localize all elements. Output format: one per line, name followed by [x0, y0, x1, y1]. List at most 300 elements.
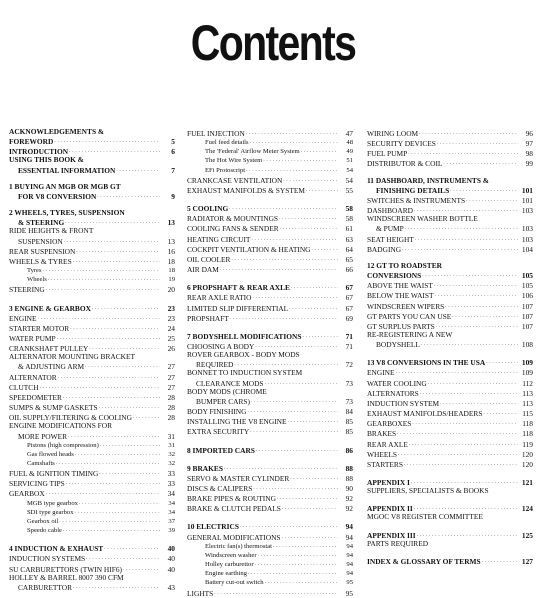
leader-dots — [68, 431, 160, 441]
toc-entry-title: 5 COOLING — [187, 204, 229, 214]
toc-entry[interactable] — [187, 213, 353, 223]
toc-entry[interactable] — [367, 290, 533, 300]
toc-entry-page-number: 7 — [171, 165, 175, 175]
toc-entry-page-number: 104 — [521, 244, 533, 254]
toc-entry[interactable] — [187, 503, 353, 513]
toc-entry[interactable] — [9, 468, 175, 478]
toc-entry-page-number: 23 — [167, 303, 175, 313]
toc-entry-page-number: 109 — [521, 358, 533, 368]
toc-entry-page-number: 43 — [167, 582, 175, 592]
toc-entry-page-number: 106 — [521, 291, 533, 301]
toc-entry-title: REAR AXLE RATIO — [187, 293, 252, 303]
toc-entry-title: & STEERING — [18, 218, 65, 228]
toc-entry[interactable] — [367, 148, 533, 158]
toc-entry[interactable] — [187, 406, 353, 416]
leader-dots — [76, 246, 160, 256]
leader-dots — [397, 428, 518, 438]
toc-entry[interactable] — [9, 422, 175, 430]
toc-entry[interactable] — [187, 147, 353, 156]
toc-entry-title: DISTRIBUTOR & COIL — [367, 159, 443, 169]
toc-entry-page-number: 20 — [167, 285, 175, 295]
leader-dots — [273, 542, 338, 551]
toc-entry-title: Electric fan(s) thermostat — [205, 542, 273, 550]
toc-entry[interactable] — [367, 378, 533, 388]
toc-entry-title: 7 BODYSHELL MODIFICATIONS — [187, 331, 302, 341]
toc-entry-title: WATER COOLING — [367, 378, 427, 388]
toc-entry[interactable] — [9, 353, 175, 361]
toc-entry-title: AIR DAM — [187, 265, 219, 275]
toc-entry[interactable] — [187, 313, 353, 323]
toc-entry[interactable] — [9, 275, 175, 284]
toc-entry-page-number: 96 — [525, 129, 533, 138]
toc-entry-page-number: 88 — [345, 463, 353, 473]
leader-dots — [246, 128, 338, 138]
toc-entry[interactable] — [367, 177, 533, 185]
toc-entry[interactable] — [187, 175, 353, 185]
toc-entry-title: ALTERNATORS — [367, 388, 419, 398]
toc-entry[interactable] — [187, 203, 353, 213]
leader-dots — [220, 264, 338, 274]
toc-entry-page-number: 37 — [168, 517, 175, 525]
section-gap — [187, 274, 353, 282]
toc-entry[interactable] — [9, 323, 175, 333]
toc-entry[interactable] — [367, 301, 533, 311]
toc-entry-title: BODYSHELL — [376, 340, 420, 350]
toc-entry-title: Holley carburettor — [205, 561, 254, 569]
toc-entry-page-number: 31 — [167, 431, 175, 441]
toc-entry-page-number: 99 — [525, 159, 533, 169]
toc-entry-title: FOREWORD — [9, 137, 54, 147]
toc-entry-page-number: 67 — [345, 303, 353, 313]
toc-entry[interactable] — [367, 262, 533, 270]
toc-entry-page-number: 28 — [167, 403, 175, 413]
leader-dots — [40, 382, 160, 392]
toc-entry[interactable] — [187, 303, 353, 313]
toc-entry-page-number: 105 — [521, 271, 533, 281]
toc-entry[interactable] — [187, 254, 353, 264]
toc-entry[interactable] — [9, 543, 175, 553]
toc-entry-page-number: 67 — [345, 283, 353, 293]
toc-entry[interactable] — [9, 246, 175, 256]
section-gap — [9, 295, 175, 303]
toc-entry-title: SDI type gearbox — [27, 508, 74, 516]
toc-entry-page-number: 24 — [167, 323, 175, 333]
toc-entry[interactable] — [187, 292, 353, 302]
toc-entry[interactable] — [367, 234, 533, 244]
leader-dots — [240, 521, 338, 531]
toc-entry[interactable] — [367, 128, 533, 138]
toc-entry[interactable] — [9, 441, 175, 450]
toc-entry-title: SPEEDOMETER — [9, 392, 62, 402]
toc-entry[interactable] — [187, 166, 353, 175]
toc-entry-page-number: 85 — [345, 417, 353, 427]
leader-dots — [46, 488, 160, 498]
leader-dots — [265, 378, 338, 388]
toc-entry-page-number: 107 — [521, 321, 533, 331]
toc-entry-title: 11 DASHBOARD, INSTRUMENTS & — [367, 175, 489, 185]
toc-entry-title: ABOVE THE WAIST — [367, 281, 433, 291]
toc-entry[interactable] — [9, 136, 175, 146]
toc-entry[interactable] — [367, 270, 533, 280]
toc-entry[interactable] — [187, 156, 353, 165]
toc-entry[interactable] — [367, 439, 533, 449]
leader-dots — [64, 236, 160, 246]
toc-entry-page-number: 33 — [167, 469, 175, 479]
toc-entry[interactable] — [9, 574, 175, 582]
toc-entry[interactable] — [187, 234, 353, 244]
toc-entry[interactable] — [187, 532, 353, 542]
toc-entry[interactable] — [367, 513, 533, 521]
toc-entry-title: FINISHING DETAILS — [376, 185, 450, 195]
leader-dots — [443, 158, 518, 168]
toc-entry[interactable] — [187, 351, 353, 359]
toc-entry-title: SEAT HEIGHT — [367, 234, 414, 244]
toc-entry-title: ALTERNATOR — [9, 372, 57, 382]
toc-entry-title: INDUCTION SYSTEM — [367, 398, 440, 408]
toc-entry-title: STARTERS — [367, 459, 403, 469]
toc-entry-title: WIRING LOOM — [367, 129, 419, 138]
toc-entry[interactable] — [187, 578, 353, 587]
toc-entry-title: 10 ELECTRICS — [187, 522, 239, 532]
leader-dots — [435, 290, 518, 300]
toc-entry-page-number: 33 — [167, 479, 175, 489]
toc-entry-title: REAR SUSPENSION — [9, 246, 76, 256]
toc-entry[interactable] — [9, 227, 175, 235]
toc-entry[interactable] — [367, 357, 533, 367]
toc-entry-page-number: 94 — [346, 570, 353, 578]
toc-entry-page-number: 127 — [521, 556, 533, 566]
leader-dots — [56, 459, 160, 468]
leader-dots — [404, 459, 518, 469]
toc-entry[interactable] — [9, 488, 175, 498]
toc-entry[interactable] — [9, 183, 175, 191]
toc-entry[interactable] — [367, 367, 533, 377]
toc-entry-page-number: 120 — [521, 459, 533, 469]
toc-entry[interactable] — [367, 280, 533, 290]
toc-entry[interactable] — [187, 473, 353, 483]
toc-entry[interactable] — [367, 418, 533, 428]
toc-entry-page-number: 92 — [345, 504, 353, 514]
toc-entry-title: EXTRA SECURITY — [187, 427, 250, 437]
toc-entry-title: 13 V8 CONVERSIONS IN THE USA — [367, 358, 486, 368]
toc-entry-title: 9 BRAKES — [187, 463, 223, 473]
toc-entry-title: BRAKE PIPES & ROUTING — [187, 494, 276, 504]
toc-entry-title: Speedo cable — [27, 527, 62, 535]
toc-entry-title: & ADJUSTING ARM — [18, 362, 85, 372]
toc-entry[interactable] — [187, 426, 353, 436]
toc-entry[interactable] — [187, 331, 353, 341]
leader-dots — [58, 372, 160, 382]
toc-entry-page-number: 107 — [521, 311, 533, 321]
toc-entry[interactable] — [367, 398, 533, 408]
toc-entry[interactable] — [187, 369, 353, 377]
toc-entry-page-number: 51 — [346, 157, 353, 165]
toc-entry-title: APPENDIX II — [367, 504, 413, 514]
toc-entry-page-number: 101 — [521, 185, 533, 195]
toc-entry-title: GEARBOX — [9, 489, 45, 499]
toc-entry[interactable] — [187, 282, 353, 292]
leader-dots — [258, 551, 338, 560]
toc-entry[interactable] — [187, 569, 353, 578]
toc-entry[interactable] — [187, 483, 353, 493]
toc-entry-page-number: 26 — [167, 344, 175, 354]
leader-dots — [75, 450, 160, 459]
leader-dots — [251, 234, 338, 244]
toc-entry[interactable] — [9, 372, 175, 382]
toc-entry-title: OIL COOLER — [187, 254, 231, 264]
leader-dots — [252, 292, 338, 302]
toc-entry[interactable] — [367, 138, 533, 148]
leader-dots — [396, 367, 518, 377]
toc-entry[interactable] — [367, 185, 533, 195]
toc-entry[interactable] — [9, 156, 175, 164]
toc-entry[interactable] — [9, 128, 175, 136]
toc-entry[interactable] — [367, 223, 533, 233]
toc-entry-title: Pistons (high compression) — [27, 441, 99, 449]
toc-entry-page-number: 67 — [345, 293, 353, 303]
leader-dots — [255, 560, 338, 569]
toc-entry-title: WATER PUMP — [9, 333, 56, 343]
toc-entry[interactable] — [187, 185, 353, 195]
toc-entry-title: ENGINE MODIFICATIONS FOR — [9, 421, 113, 431]
toc-entry-title: Tyres — [27, 267, 42, 275]
leader-dots — [290, 473, 338, 483]
toc-entry-title: SERVICING TIPS — [9, 479, 65, 489]
toc-entry[interactable] — [367, 556, 533, 566]
leader-dots — [250, 138, 338, 147]
toc-entry[interactable] — [9, 450, 175, 459]
toc-entry[interactable] — [9, 431, 175, 441]
toc-entry-title: STEERING — [9, 285, 45, 295]
toc-entry-page-number: 40 — [167, 554, 175, 564]
section-gap — [187, 437, 353, 445]
toc-entry[interactable] — [9, 459, 175, 468]
toc-entry-page-number: 47 — [345, 129, 353, 138]
leader-dots — [282, 503, 338, 513]
toc-entry-page-number: 101 — [521, 195, 533, 205]
toc-entry-title: RIDE HEIGHTS & FRONT — [9, 226, 94, 236]
leader-dots — [289, 303, 338, 313]
toc-entry[interactable] — [187, 445, 353, 455]
toc-entry[interactable] — [9, 361, 175, 371]
toc-entry-title: Battery cut-out switch — [205, 579, 264, 587]
toc-entry-page-number: 113 — [522, 398, 533, 408]
toc-entry-page-number: 58 — [345, 204, 353, 214]
leader-dots — [402, 244, 518, 254]
toc-entry[interactable] — [9, 499, 175, 508]
toc-entry[interactable] — [367, 244, 533, 254]
toc-entry[interactable] — [187, 138, 353, 147]
leader-dots — [421, 339, 518, 349]
toc-entry[interactable] — [9, 382, 175, 392]
toc-entry-page-number: 6 — [171, 147, 175, 157]
toc-entry-title: FUEL INJECTION — [187, 129, 245, 138]
toc-entry[interactable] — [9, 526, 175, 535]
toc-entry[interactable] — [9, 402, 175, 412]
leader-dots — [104, 543, 160, 553]
leader-dots — [409, 439, 518, 449]
leader-dots — [38, 313, 160, 323]
toc-entry-title: INDEX & GLOSSARY OF TERMS — [367, 556, 481, 566]
toc-entry-page-number: 105 — [521, 281, 533, 291]
toc-entry[interactable] — [187, 551, 353, 560]
contents-column-1 — [9, 128, 175, 592]
section-gap — [187, 323, 353, 331]
toc-entry-page-number: 71 — [345, 331, 353, 341]
leader-dots — [437, 138, 518, 148]
toc-entry[interactable] — [187, 223, 353, 233]
toc-entry-title: WINDSCREEN WASHER BOTTLE — [367, 214, 478, 224]
toc-entry[interactable] — [367, 215, 533, 223]
toc-entry[interactable] — [9, 508, 175, 517]
toc-entry[interactable] — [9, 313, 175, 323]
toc-entry[interactable] — [367, 408, 533, 418]
toc-entry[interactable] — [367, 459, 533, 469]
leader-dots — [417, 530, 518, 540]
toc-entry-title: SECURITY DEVICES — [367, 139, 436, 149]
toc-entry[interactable] — [187, 244, 353, 254]
contents-column-2 — [187, 128, 353, 598]
toc-entry[interactable] — [9, 236, 175, 246]
toc-entry-title: 2 WHEELS, TYRES, SUSPENSION — [9, 208, 125, 218]
toc-entry-page-number: 63 — [345, 234, 353, 244]
toc-entry[interactable] — [9, 392, 175, 402]
toc-entry[interactable] — [9, 553, 175, 563]
toc-entry[interactable] — [187, 388, 353, 396]
toc-entry[interactable] — [187, 560, 353, 569]
toc-entry[interactable] — [187, 521, 353, 531]
toc-entry[interactable] — [367, 388, 533, 398]
toc-entry-title: SWITCHES & INSTRUMENTS — [367, 195, 466, 205]
toc-entry-page-number: 34 — [167, 489, 175, 499]
leader-dots — [214, 588, 338, 598]
leader-dots — [288, 416, 338, 426]
toc-entry[interactable] — [367, 331, 533, 339]
leader-dots — [440, 398, 518, 408]
leader-dots — [256, 445, 338, 455]
toc-entry-title: The Hot Wire System — [205, 157, 263, 165]
toc-entry-page-number: 103 — [521, 234, 533, 244]
toc-entry-page-number: 64 — [345, 244, 353, 254]
leader-dots — [398, 449, 518, 459]
toc-entry[interactable] — [9, 582, 175, 592]
toc-entry[interactable] — [187, 264, 353, 274]
toc-entry-title: Fuel feed details — [205, 139, 249, 147]
toc-entry-title: APPENDIX I — [367, 478, 410, 487]
toc-entry[interactable] — [367, 195, 533, 205]
leader-dots — [283, 175, 338, 185]
toc-entry[interactable] — [9, 165, 175, 175]
toc-entry-title: ENGINE — [367, 368, 395, 378]
leader-dots — [97, 191, 160, 201]
toc-entry-page-number: 97 — [525, 139, 533, 149]
toc-entry[interactable] — [9, 517, 175, 526]
toc-entry[interactable] — [9, 266, 175, 275]
toc-entry-title: INDUCTION SYSTEMS — [9, 554, 86, 564]
toc-entry[interactable] — [9, 209, 175, 217]
leader-dots — [312, 244, 338, 254]
toc-entry-title: WHEELS & TYRES — [9, 256, 72, 266]
contents-column-3 — [367, 128, 533, 566]
toc-entry-title: ACKNOWLEDGEMENTS & — [9, 127, 105, 136]
toc-entry-page-number: 118 — [522, 429, 533, 439]
toc-entry[interactable] — [187, 542, 353, 551]
toc-entry-page-number: 18 — [168, 267, 175, 275]
toc-entry-page-number: 107 — [521, 301, 533, 311]
toc-entry[interactable] — [367, 428, 533, 438]
toc-entry-page-number: 85 — [345, 427, 353, 437]
leader-dots — [282, 532, 338, 542]
leader-dots — [57, 333, 160, 343]
toc-entry[interactable] — [367, 311, 533, 321]
leader-dots — [86, 553, 160, 563]
toc-entry-title: 4 INDUCTION & EXHAUST — [9, 544, 104, 554]
toc-entry-page-number: 13 — [167, 218, 175, 228]
toc-entry[interactable] — [187, 493, 353, 503]
toc-entry-title: WHEELS — [367, 449, 397, 459]
toc-entry[interactable] — [9, 478, 175, 488]
leader-dots — [63, 392, 160, 402]
toc-entry-page-number: 23 — [167, 313, 175, 323]
leader-dots — [277, 493, 338, 503]
toc-entry-page-number: 54 — [345, 175, 353, 185]
toc-entry-page-number: 40 — [167, 544, 175, 554]
toc-entry[interactable] — [367, 449, 533, 459]
leader-dots — [48, 275, 160, 284]
leader-dots — [246, 166, 338, 175]
leader-dots — [251, 396, 338, 406]
toc-entry[interactable] — [9, 333, 175, 343]
toc-entry-title: RADIATOR & MOUNTINGS — [187, 214, 279, 224]
toc-entry-title: 6 PROPSHAFT & REAR AXLE — [187, 283, 290, 293]
toc-entry-title: 12 GT TO ROADSTER — [367, 260, 442, 270]
leader-dots — [85, 361, 160, 371]
toc-entry-page-number: 113 — [522, 388, 533, 398]
leader-dots — [59, 517, 160, 526]
toc-entry-title: SERVO & MASTER CYLINDER — [187, 473, 290, 483]
toc-entry-title: Engine earthing — [205, 570, 247, 578]
toc-entry[interactable] — [187, 588, 353, 598]
leader-dots — [419, 128, 518, 138]
toc-entry[interactable] — [9, 284, 175, 294]
leader-dots — [231, 254, 338, 264]
toc-entry[interactable] — [367, 487, 533, 495]
toc-entry[interactable] — [187, 128, 353, 138]
toc-entry-page-number: 88 — [345, 473, 353, 483]
toc-entry-title: STARTER MOTOR — [9, 323, 70, 333]
toc-entry-title: The 'Federal' Airflow Meter System — [205, 148, 300, 156]
toc-entry-title: EXHAUST MANIFOLDS/HEADERS — [367, 409, 483, 419]
section-gap — [367, 469, 533, 477]
toc-entry[interactable] — [9, 256, 175, 266]
toc-entry[interactable] — [367, 339, 533, 349]
toc-entry[interactable] — [9, 191, 175, 201]
toc-entry[interactable] — [367, 540, 533, 548]
toc-entry[interactable] — [187, 463, 353, 473]
toc-entry-page-number: 120 — [521, 449, 533, 459]
toc-entry[interactable] — [187, 416, 353, 426]
leader-dots — [405, 223, 518, 233]
toc-entry-title: BRAKES — [367, 429, 397, 439]
toc-entry-title: Wheels — [27, 276, 47, 284]
toc-entry[interactable] — [187, 396, 353, 406]
toc-entry-page-number: 73 — [345, 378, 353, 388]
toc-entry-title: GEARBOXES — [367, 419, 412, 429]
toc-entry-title: EXHAUST MANIFOLDS & SYSTEM — [187, 185, 305, 195]
toc-entry-page-number: 92 — [345, 494, 353, 504]
toc-entry[interactable] — [9, 303, 175, 313]
toc-entry[interactable] — [367, 158, 533, 168]
